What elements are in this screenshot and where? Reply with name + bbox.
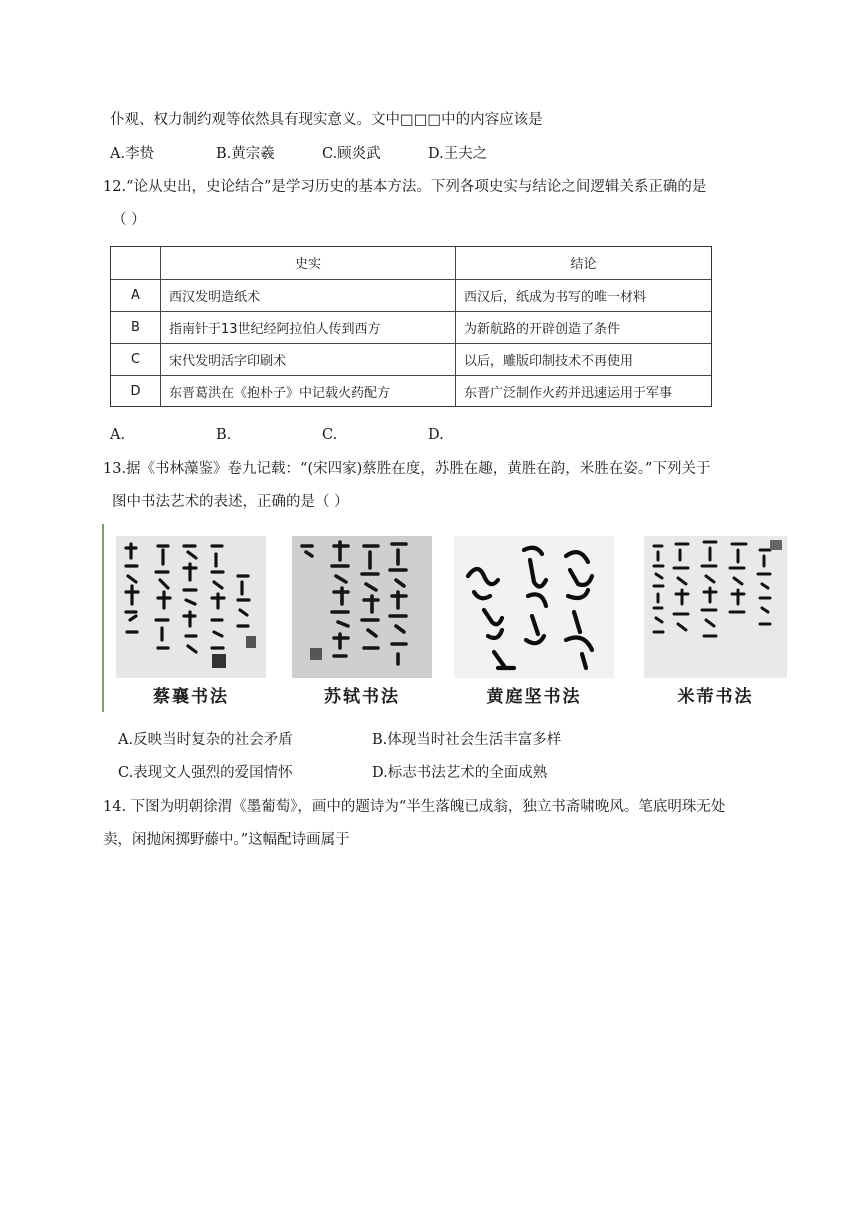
su-shi-calligraphy-image xyxy=(292,536,432,678)
q13-option-b: B.体现当时社会生活丰富多样 xyxy=(372,732,562,748)
table-row xyxy=(111,343,711,375)
table-cell: 为新航路的开辟创造了条件 xyxy=(464,321,621,337)
table-cell: 东晋葛洪在《抱朴子》中记载火药配方 xyxy=(161,376,456,407)
q12-table xyxy=(110,246,712,407)
table-cell: A xyxy=(111,280,161,311)
q14-stem-line1: 14. 下图为明朝徐渭《墨葡萄》，画中的题诗为“半生落魄已成翁，独立书斋啸晚风。笔底明珠无处 xyxy=(103,799,726,815)
q12-stem: 12.“论从史出，史论结合”是学习历史的基本方法。下列各项史实与结论之间逻辑关系正确的是 xyxy=(103,179,707,195)
q11-option-d: D.王夫之 xyxy=(428,146,488,162)
image-border xyxy=(102,524,104,712)
table-header-cell: 结论 xyxy=(570,257,597,273)
table-header-cell: 史实 xyxy=(161,247,456,279)
q11-option-a: A.李贽 xyxy=(110,146,155,162)
mi-fu-calligraphy-image xyxy=(644,536,787,678)
table-cell: 东晋广泛制作火药并迅速运用于军事 xyxy=(464,385,673,401)
table-cell: 以后，雕版印制技术不再使用 xyxy=(464,353,634,369)
q12-option-d: D. xyxy=(428,427,444,443)
q13-stem-line2: 图中书法艺术的表述，正确的是（ ） xyxy=(112,494,349,510)
calligraphy-caption: 蔡襄书法 xyxy=(153,687,229,707)
table-cell: 西汉发明造纸术 xyxy=(161,280,456,311)
calligraphy-caption: 米芾书法 xyxy=(677,687,754,707)
table-row xyxy=(111,279,711,311)
q13-option-d: D.标志书法艺术的全面成熟 xyxy=(372,765,548,781)
table-row xyxy=(111,375,711,407)
table-cell: 宋代发明活字印刷术 xyxy=(161,344,456,375)
q13-option-a: A.反映当时复杂的社会矛盾 xyxy=(118,732,293,748)
q12-option-c: C. xyxy=(322,427,338,443)
q12-option-a: A. xyxy=(110,427,126,443)
q11-stem-tail: 仆观、权力制约观等依然具有现实意义。文中□□□中的内容应该是 xyxy=(110,112,543,128)
q11-option-b: B.黄宗羲 xyxy=(216,146,275,162)
table-cell: B xyxy=(111,312,161,343)
q12-option-b: B. xyxy=(216,427,232,443)
q12-answer-paren: （ ） xyxy=(112,212,146,228)
q13-stem-line1: 13.据《书林藻鉴》卷九记载：“(宋四家)蔡胜在度，苏胜在趣，黄胜在韵，米胜在姿。”下列关于 xyxy=(103,461,711,477)
calligraphy-caption: 苏轼书法 xyxy=(324,687,400,707)
q11-option-c: C.顾炎武 xyxy=(322,146,381,162)
table-cell: C xyxy=(111,344,161,375)
calligraphy-caption: 黄庭坚书法 xyxy=(486,687,582,707)
table-header-row xyxy=(111,247,711,279)
table-cell: D xyxy=(111,376,161,407)
q14-stem-line2: 卖，闲抛闲掷野藤中。”这幅配诗画属于 xyxy=(103,832,350,848)
table-header-cell xyxy=(111,247,161,279)
calligraphy-image xyxy=(102,524,787,712)
table-cell: 西汉后，纸成为书写的唯一材料 xyxy=(464,289,647,305)
table-cell: 指南针于13世纪经阿拉伯人传到西方 xyxy=(161,312,456,343)
table-row xyxy=(111,311,711,343)
q13-option-c: C.表现文人强烈的爱国情怀 xyxy=(118,765,293,781)
huang-tingjian-calligraphy-image xyxy=(454,536,614,678)
cai-xiang-calligraphy-image xyxy=(116,536,266,678)
